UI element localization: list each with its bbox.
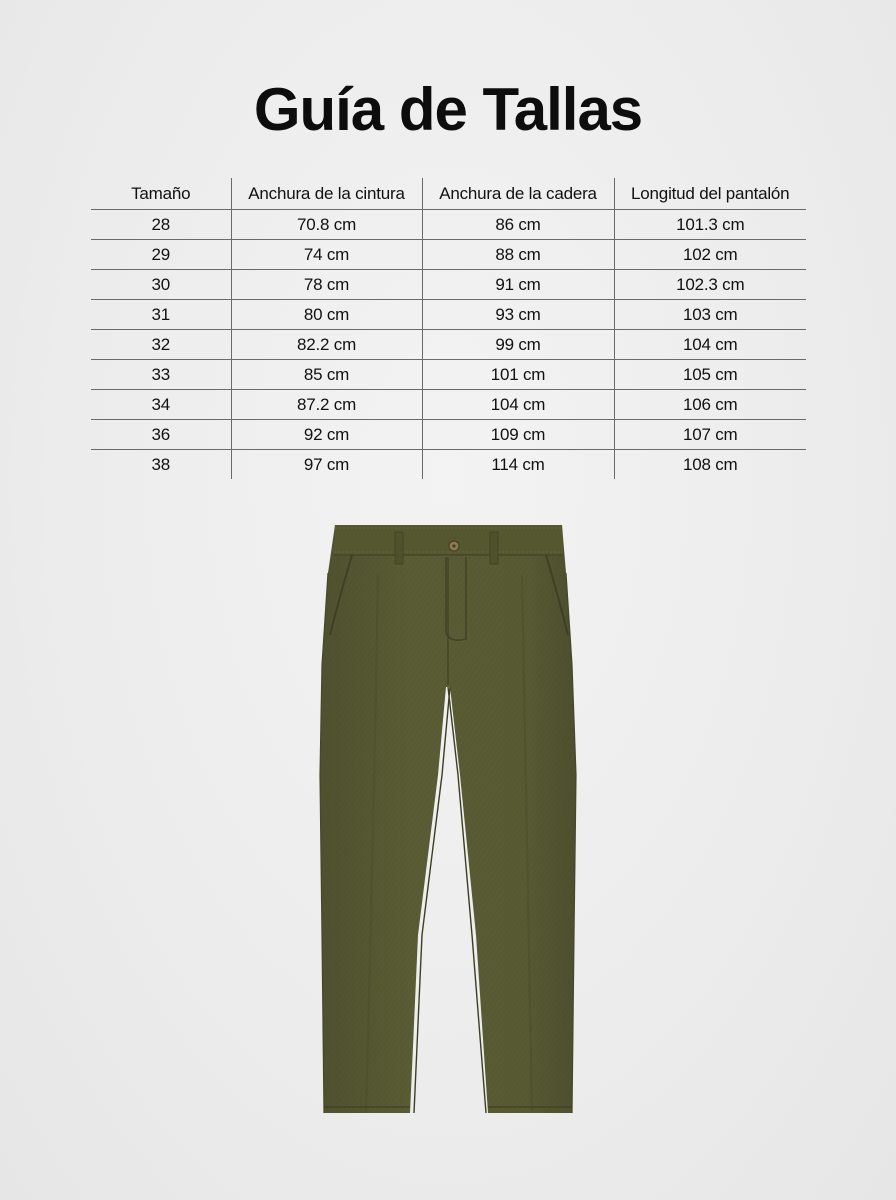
cell-length: 105 cm — [614, 360, 806, 390]
waistband — [334, 525, 563, 555]
table-header-row — [91, 178, 806, 210]
cell-size: 32 — [91, 330, 231, 360]
page-title: Guía de Tallas — [253, 76, 643, 143]
header-waist-width: Anchura de la cintura — [231, 178, 422, 210]
cell-waist: 92 cm — [231, 420, 422, 450]
table-row — [91, 330, 806, 360]
cell-length: 102 cm — [614, 240, 806, 270]
cell-waist: 80 cm — [231, 300, 422, 330]
header-hip-width: Anchura de la cadera — [422, 178, 614, 210]
cell-hip: 88 cm — [422, 240, 614, 270]
cell-waist: 87.2 cm — [231, 390, 422, 420]
cell-hip: 99 cm — [422, 330, 614, 360]
cell-hip: 104 cm — [422, 390, 614, 420]
table-row — [91, 300, 806, 330]
cell-size: 38 — [151, 454, 170, 474]
cell-size: 31 — [91, 300, 231, 330]
table-row — [91, 240, 806, 270]
size-chart-table — [91, 178, 806, 479]
cell-hip: 91 cm — [422, 270, 614, 300]
belt-loop — [490, 532, 498, 564]
cell-size: 28 — [91, 210, 231, 240]
cell-hip: 101 cm — [422, 360, 614, 390]
cell-size: 29 — [91, 240, 231, 270]
table-row — [91, 270, 806, 300]
trousers-image — [300, 515, 600, 1125]
cell-waist: 97 cm — [231, 450, 422, 480]
cell-length: 107 cm — [614, 420, 806, 450]
table-row — [91, 450, 806, 480]
cell-length: 106 cm — [614, 390, 806, 420]
cell-size: 36 — [91, 420, 231, 450]
cell-waist: 74 cm — [231, 240, 422, 270]
cell-waist: 82.2 cm — [231, 330, 422, 360]
cell-size: 33 — [91, 360, 231, 390]
header-size: Tamaño — [91, 178, 231, 210]
cell-length: 101.3 cm — [614, 210, 806, 240]
cell-hip: 86 cm — [422, 210, 614, 240]
cell-waist: 78 cm — [231, 270, 422, 300]
cell-hip: 109 cm — [422, 420, 614, 450]
cell-waist: 70.8 cm — [231, 210, 422, 240]
cell-size: 30 — [91, 270, 231, 300]
belt-loop — [395, 532, 403, 564]
table-row — [91, 210, 806, 240]
cell-size: 34 — [91, 390, 231, 420]
cell-length: 104 cm — [614, 330, 806, 360]
cell-length: 103 cm — [614, 300, 806, 330]
header-trouser-length: Longitud del pantalón — [614, 178, 806, 210]
cell-length: 108 cm — [614, 450, 806, 480]
cell-hip: 114 cm — [422, 450, 614, 480]
table-row — [91, 360, 806, 390]
cell-length: 102.3 cm — [614, 270, 806, 300]
table-row — [91, 390, 806, 420]
cell-waist: 85 cm — [231, 360, 422, 390]
table-row — [91, 420, 806, 450]
cell-hip: 93 cm — [422, 300, 614, 330]
